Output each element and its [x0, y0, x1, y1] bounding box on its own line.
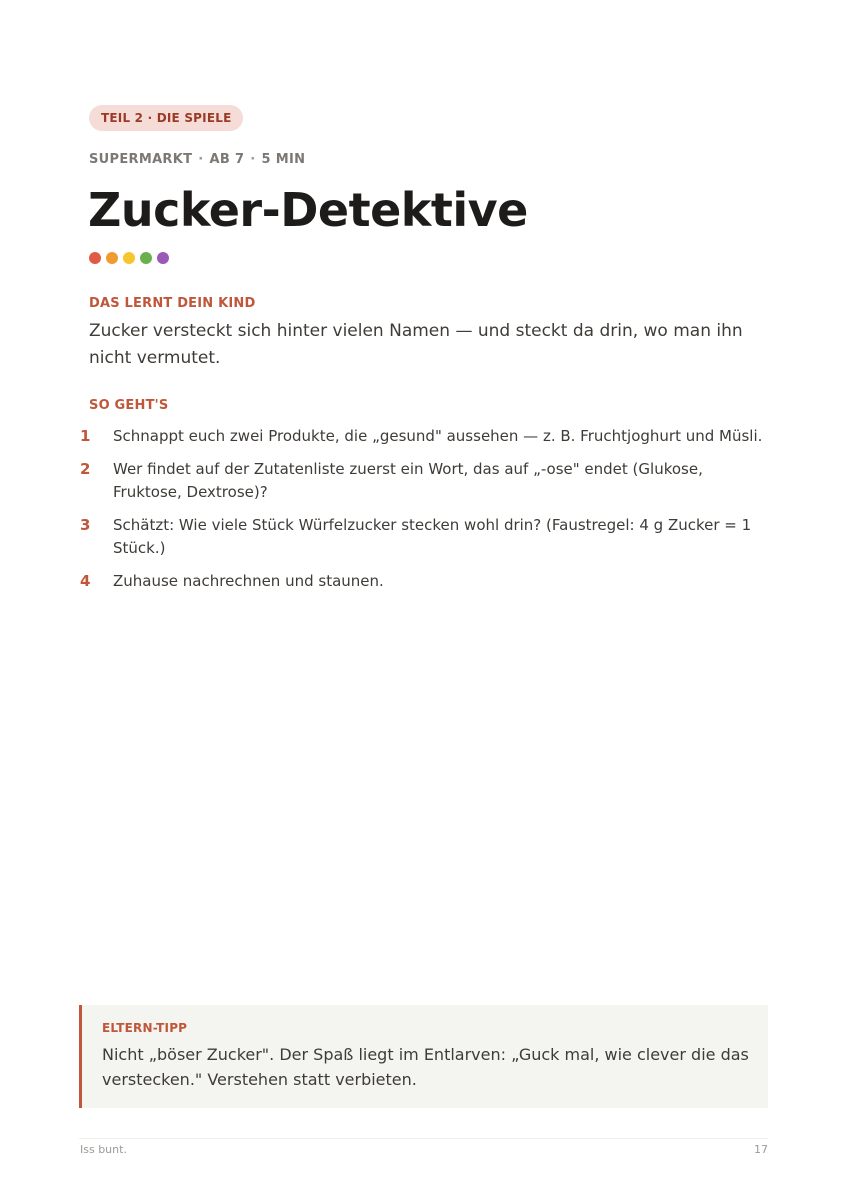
color-dot [106, 252, 118, 264]
step-item [80, 425, 780, 448]
tip-label: ELTERN-TIPP [102, 1021, 188, 1035]
tip-text: Nicht „böser Zucker". Der Spaß liegt im Entlarven: „Guck mal, wie clever die das verstecken." Verstehen statt verbieten. [102, 1045, 749, 1089]
step-text: Zuhause nachrechnen und staunen. [113, 572, 384, 590]
parent-tip-box [79, 1005, 768, 1108]
meta-separator: · [250, 152, 256, 167]
step-number: 4 [80, 572, 91, 590]
step-number: 3 [80, 516, 91, 534]
meta-separator: · [198, 152, 204, 167]
step-text: Schätzt: Wie viele Stück Würfelzucker stecken wohl drin? (Faustregel: 4 g Zucker = 1 Stück.) [113, 516, 752, 557]
step-item [80, 458, 780, 504]
game-meta [89, 152, 305, 167]
footer-tagline: Iss bunt. [80, 1143, 127, 1156]
step-number: 2 [80, 460, 91, 478]
meta-duration: 5 MIN [261, 152, 306, 167]
color-dot [157, 252, 169, 264]
color-dot [123, 252, 135, 264]
learn-text: Zucker versteckt sich hinter vielen Namen — und steckt da drin, wo man ihn nicht vermutet. [89, 321, 743, 368]
step-text: Schnappt euch zwei Produkte, die „gesund" aussehen — z. B. Fruchtjoghurt und Müsli. [113, 427, 763, 445]
learn-label: DAS LERNT DEIN KIND [89, 296, 256, 311]
color-dot [89, 252, 101, 264]
step-number: 1 [80, 427, 91, 445]
color-dots [89, 252, 169, 264]
page-title: Zucker-Detektive [88, 183, 528, 237]
footer-divider [79, 1138, 768, 1139]
steps-list [80, 425, 780, 603]
step-text: Wer findet auf der Zutatenliste zuerst ein Wort, das auf „-ose" endet (Glukose, Fruktose, Dextrose)? [113, 460, 703, 501]
howto-label: SO GEHT'S [89, 398, 169, 413]
meta-place: SUPERMARKT [89, 152, 193, 167]
step-item [80, 570, 780, 593]
meta-age: AB 7 [209, 152, 245, 167]
color-dot [140, 252, 152, 264]
section-badge: TEIL 2 · DIE SPIELE [89, 105, 243, 131]
step-item [80, 514, 780, 560]
page-number: 17 [754, 1143, 768, 1156]
